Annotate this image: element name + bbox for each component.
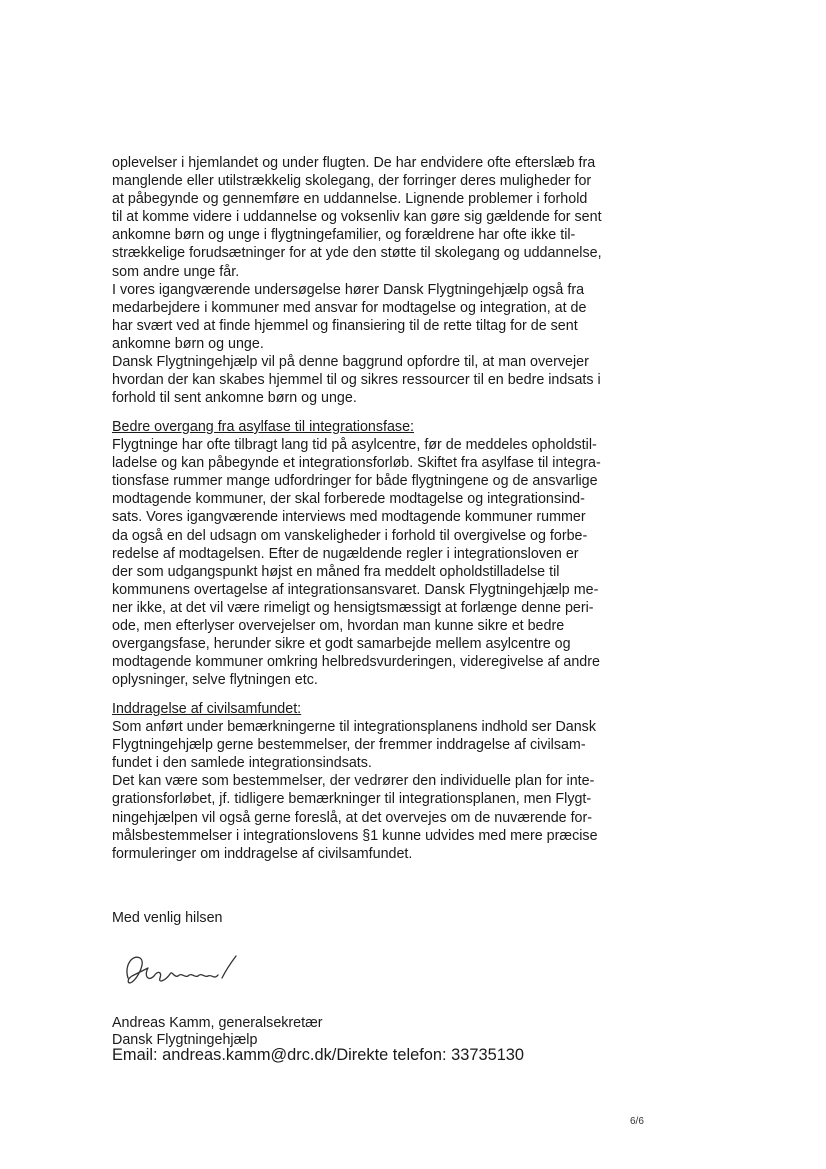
text-line: modtagende kommuner omkring helbredsvurderingen, videregivelse af andre [112,654,600,671]
section-body-asylum-transition [112,436,652,689]
text-line: ner ikke, at det vil være rimeligt og hensigtsmæssigt at forlænge denne peri- [112,599,594,616]
text-line: redelse af modtagelsen. Efter de nugældende regler i integrationsloven er [112,545,579,562]
text-line: grationsforløbet, jf. tidligere bemærkninger til integrationsplanen, men Flygt- [112,791,592,808]
text-line: kommunens overtagelse af integrationsansvaret. Dansk Flygtningehjælp me- [112,581,599,598]
text-line: der som udgangspunkt højst en måned fra meddelt opholdstilladelse til [112,563,560,580]
text-line: Dansk Flygtningehjælp vil på denne baggrund opfordre til, at man overvejer [112,354,589,371]
text-line: at påbegynde og gennemføre en uddannelse. Lignende problemer i forhold [112,191,588,208]
text-line: ankomne børn og unge. [112,335,264,352]
closing-greeting: Med venlig hilsen [112,910,223,926]
text-line: medarbejdere i kommuner med ansvar for modtagelse og integration, at de [112,299,587,316]
page-number: 6/6 [630,1116,644,1127]
text-line: modtagende kommuner, der skal forberede modtagelse og integrationsind- [112,491,585,508]
text-line: til at komme videre i uddannelse og voksenliv kan gøre sig gældende for sent [112,209,602,226]
text-line: manglende eller utilstrækkelig skolegang, der forringer deres muligheder for [112,173,592,190]
signoff-block [112,1015,323,1049]
text-line: ningehjælpen vil også gerne foreslå, at det overvejes om de nuværende for- [112,809,593,826]
text-line: Flygtningehjælp gerne bestemmelser, der fremmer inddragelse af civilsam- [112,737,586,754]
text-line: ankomne børn og unge i flygtningefamilier, og forældrene har ofte ikke til- [112,227,576,244]
text-line: Det kan være som bestemmelser, der vedrører den individuelle plan for inte- [112,773,595,790]
text-line: oplysninger, selve flytningen etc. [112,672,318,689]
text-line: forhold til sent ankomne børn og unge. [112,390,357,407]
sender-organization: Dansk Flygtningehjælp [112,1032,258,1048]
text-line: som andre unge får. [112,263,240,280]
text-line: har svært ved at finde hjemmel og finansiering til de rette tiltag for de sent [112,317,578,334]
intro-paragraph [112,154,652,407]
text-line: overgangsfase, herunder sikre et godt samarbejde mellem asylcentre og [112,636,571,653]
text-line: hvordan der kan skabes hjemmel til og sikres ressourcer til en bedre indsats i [112,372,601,389]
section-heading-civil-society: Inddragelse af civilsamfundet: [112,701,302,717]
text-line: I vores igangværende undersøgelse hører Dansk Flygtningehjælp også fra [112,281,585,298]
contact-line: Email: andreas.kamm@drc.dk/Direkte telefon: 33735130 [112,1046,525,1064]
text-line: Flygtninge har ofte tilbragt lang tid på asylcentre, før de meddeles opholdstil- [112,437,597,454]
section-civil-society [112,700,652,863]
text-line: ladelse og kan påbegynde et integrationsforløb. Skiftet fra asylfase til integra- [112,455,601,472]
section-asylum-transition [112,418,652,689]
text-line: strækkelige forudsætninger for at yde den støtte til skolegang og uddannelse, [112,245,602,262]
text-line: fundet i den samlede integrationsindsats. [112,755,372,772]
section-heading-asylum-transition: Bedre overgang fra asylfase til integrationsfase: [112,419,414,435]
text-line: oplevelser i hjemlandet og under flugten. De har endvidere ofte efterslæb fra [112,155,596,171]
handwritten-signature [118,948,243,993]
text-line: tionsfase rummer mange udfordringer for både flygtningene og de ansvarlige [112,473,598,490]
text-line: målsbestemmelser i integrationslovens §1 kunne udvides med mere præcise [112,827,598,844]
text-line: ode, men efterlyser overvejelser om, hvordan man kunne sikre et bedre [112,618,565,635]
text-line: sats. Vores igangværende interviews med modtagende kommuner rummer [112,509,586,526]
section-body-civil-society [112,718,652,863]
text-line: formuleringer om inddragelse af civilsamfundet. [112,845,413,862]
sender-name-title: Andreas Kamm, generalsekretær [112,1015,323,1031]
text-line: Som anført under bemærkningerne til integrationsplanens indhold ser Dansk [112,719,596,736]
text-line: da også en del udsagn om vanskeligheder i forhold til overgivelse og forbe- [112,527,588,544]
